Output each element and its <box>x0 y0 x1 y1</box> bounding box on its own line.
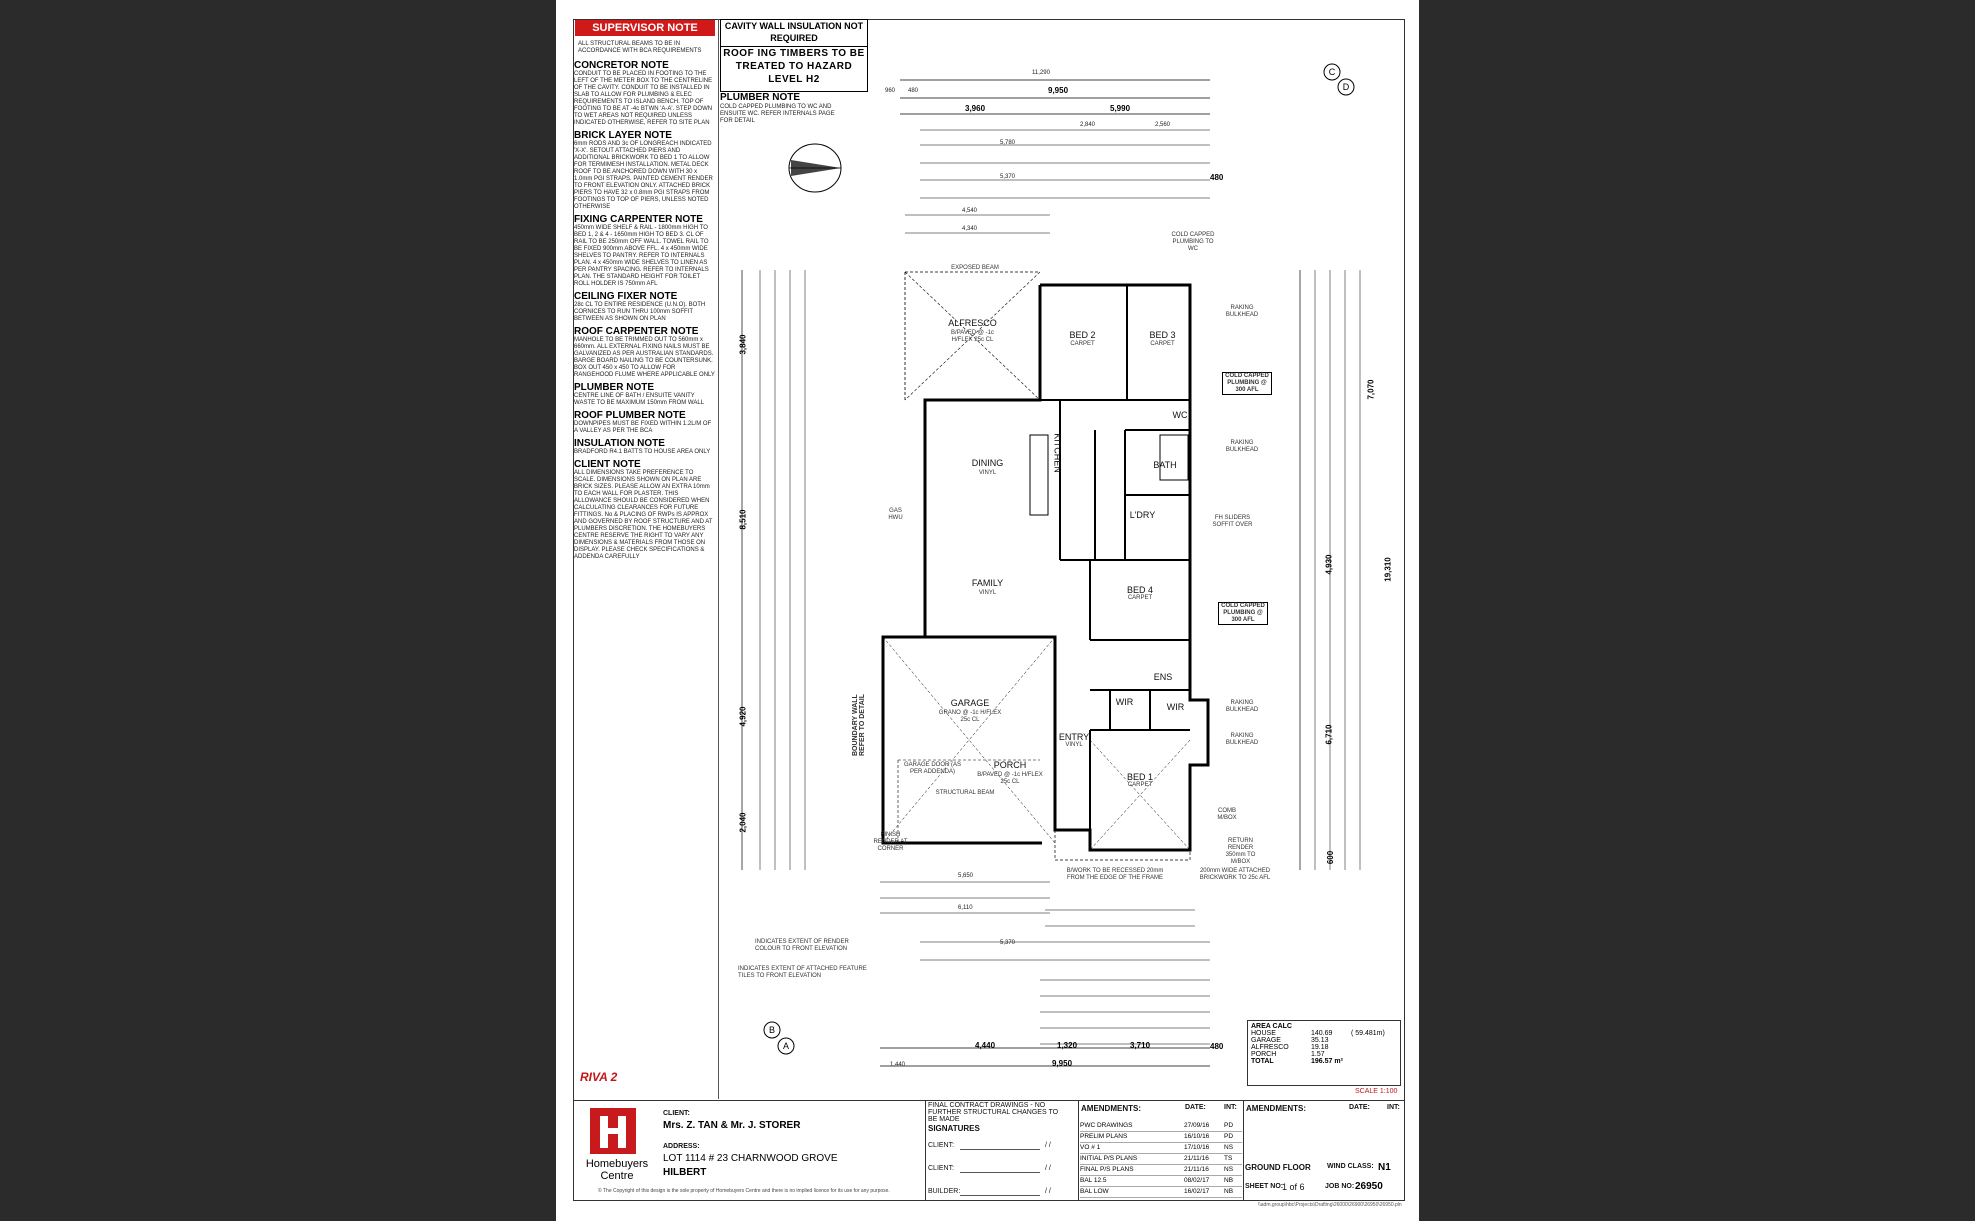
address-line-2: HILBERT <box>663 1167 707 1178</box>
amendment-row <box>1080 1176 1242 1187</box>
room-bed2-sub: CARPET <box>1070 341 1095 347</box>
amendment-int: PD <box>1224 1122 1234 1129</box>
amendment-desc: INITIAL P/S PLANS <box>1080 1155 1138 1162</box>
dim-left-a: 3,840 <box>738 334 748 355</box>
exposed-beam-label: EXPOSED BEAM <box>951 265 999 271</box>
dim-kitchen: 5,780 <box>1000 140 1016 146</box>
final-contract-note: FINAL CONTRACT DRAWINGS - NO FURTHER STRUCTURAL CHANGES TO BE MADE <box>928 1102 1059 1123</box>
note-text: CONDUIT TO BE PLACED IN FOOTING TO THE LEFT OF THE METER BOX TO THE CENTRELINE OF THE CAVITY. CONDUIT TO BE INSTALLED IN SLAB TO ALLOW FOR PLUMBING & ELEC REQUIREMENTS TO ISLAND BENCH. TOP OF FOOTING TO BE AT -4c BTWN 'A-A'. STEP DOWN TO WET AREAS NOT REQUIRED UNLESS INDICATED OTHERWISE, REFER TO SITE PLAN <box>574 71 713 126</box>
amendment-date: 08/02/17 <box>1184 1177 1210 1184</box>
note-title: ROOF PLUMBER NOTE <box>574 410 686 421</box>
note-title: FIXING CARPENTER NOTE <box>574 214 703 225</box>
dim-bottom-3710: 3,710 <box>1130 1041 1151 1050</box>
company-name: Homebuyers Centre <box>585 1158 649 1182</box>
amendment-int: NS <box>1224 1166 1234 1173</box>
note-text: ALL DIMENSIONS TAKE PREFERENCE TO SCALE. DIMENSIONS SHOWN ON PLAN ARE BRICK SIZES. PLEASE ALLOW AN EXTRA 10mm TO EACH WALL FOR PLASTER. THIS ALLOWANCE SHOULD BE CONSIDERED WHEN CALCULATING CLEARANCES FOR FUTURE FITTINGS. No & PLACING OF RWPs IS APPROX AND GOVERNED BY ROOF STRUCTURE AND AT PLUMBERS DISCRETION. THE HOMEBUYERS CENTRE RESERVE THE RIGHT TO VARY ANY DIMENSIONS & MATERIALS FROM THOSE ON DISPLAY. PLEASE CHECK SPECIFICATIONS & ADDENDA CAREFULLY <box>574 470 713 560</box>
note-text: 28c CL TO ENTIRE RESIDENCE (U.N.O). BOTH CORNICES TO RUN THRU 100mm SOFFIT BETWEEN AS SHOWN ON PLAN <box>574 302 706 322</box>
note-title: CEILING FIXER NOTE <box>574 291 678 302</box>
dim-overall-top: 11,290 <box>1032 70 1050 76</box>
amend-date-header: DATE: <box>1185 1104 1206 1111</box>
address-line-1: LOT 1114 # 23 CHARNWOOD GROVE <box>663 1153 838 1164</box>
job-value: 26950 <box>1355 1181 1383 1192</box>
elevation-marker-ba-icon <box>760 1016 805 1061</box>
dim-top-480: 480 <box>908 88 919 94</box>
area-value: 140.69 <box>1311 1030 1333 1037</box>
room-garage: GARAGE <box>950 698 990 708</box>
dim-bottom-overall: 9,950 <box>1052 1059 1073 1068</box>
floor-label: GROUND FLOOR <box>1245 1163 1311 1172</box>
amendment-desc: BAL LOW <box>1080 1188 1109 1195</box>
garage-door-label: GARAGE DOOR (AS PER ADDENDA) <box>903 762 961 775</box>
return-render-label: RETURN RENDER 350mm TO M/BOX <box>1225 838 1256 865</box>
room-family: FAMILY <box>971 578 1004 588</box>
amendment-date: 16/10/16 <box>1184 1133 1210 1140</box>
room-kitchen: KITCHEN <box>1052 433 1063 473</box>
dim-right-480: 480 <box>1210 173 1224 182</box>
amendment-date: 16/02/17 <box>1184 1188 1210 1195</box>
dim-alfresco-1: 4,540 <box>962 208 978 214</box>
dim-bed3-width: 2,560 <box>1155 122 1171 128</box>
dim-right-b: 19,310 <box>1383 557 1393 582</box>
amendment-int: PD <box>1224 1133 1234 1140</box>
marker-d: D <box>1342 82 1350 92</box>
sig-line-client-1[interactable] <box>960 1149 1040 1150</box>
dim-bottom-4440: 4,440 <box>975 1041 996 1050</box>
amendment-row <box>1080 1187 1242 1198</box>
supervisor-note-title: SUPERVISOR NOTE <box>575 20 715 36</box>
cold-capped-note-1: COLD CAPPED PLUMBING @ 300 AFL <box>1222 372 1272 395</box>
roofing-note: ROOF ING TIMBERS TO BE TREATED TO HAZARD LEVEL H2 <box>720 46 868 92</box>
indicates-tiles-label: INDICATES EXTENT OF ATTACHED FEATURE TILES TO FRONT ELEVATION <box>738 966 867 979</box>
room-wir-2: WIR <box>1166 702 1185 712</box>
note-title: CLIENT NOTE <box>574 459 641 470</box>
copyright-text: © The Copyright of this design is the sole property of Homebuyers Centre and there is no implied licence for its use for any purpose. <box>598 1188 890 1194</box>
sig-client-1: CLIENT: <box>928 1142 955 1149</box>
dim-family-top: 5,370 <box>1000 174 1016 180</box>
sig-client-2: CLIENT: <box>928 1165 955 1172</box>
raking-bulkhead-3: RAKING BULKHEAD <box>1225 700 1259 713</box>
dim-right-e: 600 <box>1326 850 1336 865</box>
dim-garage-2: 6,110 <box>958 905 973 911</box>
marker-a: A <box>782 1041 790 1051</box>
cold-capped-note-2: COLD CAPPED PLUMBING @ 300 AFL <box>1218 602 1268 625</box>
note-text: 6mm RODS AND 3c OF LONGREACH INDICATED 'X-X'. SETOUT ATTACHED PIERS AND ADDITIONAL BRICKWORK TO BED 1 TO ALLOW FOR TERMIMESH INSTALLATION. METAL DECK ROOF TO BE ANCHORED DOWN WITH 30 x 1.0mm PGI STRAPS. PAINTED CEMENT RENDER TO FRONT ELEVATION ONLY. ATTACHED BRICK PIERS TO HAVE 32 x 0.8mm PGI STRAPS FROM FOOTINGS TO TOP OF PIERS, UNLESS NOTED OTHERWISE <box>574 141 713 210</box>
sig-line-builder[interactable] <box>960 1195 1040 1196</box>
dim-bottom-1320: 1,320 <box>1057 1041 1078 1050</box>
gas-hwu-label: GAS HWU <box>888 508 903 521</box>
amendment-row <box>1080 1143 1242 1154</box>
amendment-desc: PWC DRAWINGS <box>1080 1122 1133 1129</box>
marker-b: B <box>768 1025 776 1035</box>
amendment-date: 27/09/16 <box>1184 1122 1210 1129</box>
room-bed4-sub: CARPET <box>1127 595 1153 601</box>
room-porch-sub: B/PAVED @ -1c H/FLEX 25c CL <box>977 772 1043 785</box>
area-row <box>1251 1051 1397 1058</box>
dim-left-d: 2,040 <box>738 812 748 833</box>
dim-bottom-480: 480 <box>1210 1042 1224 1051</box>
note-text: MANHOLE TO BE TRIMMED OUT TO 560mm x 660mm. ALL EXTERNAL FIXING NAILS MUST BE GALVANIZED AS PER AUSTRALIAN STANDARDS. BARGE BOARD NAILING TO BE COUNTERSUNK. BOX OUT 450 x 450 TO ALLOW FOR RANGEHOOD FLUME WHERE APPLICABLE ONLY <box>574 337 715 378</box>
client-label: CLIENT: <box>663 1110 690 1117</box>
supervisor-note-text: ALL STRUCTURAL BEAMS TO BE IN ACCORDANCE WITH BCA REQUIREMENTS <box>578 41 702 54</box>
elevation-marker-cd-icon <box>1318 60 1363 105</box>
sig-builder: BUILDER: <box>928 1188 961 1195</box>
cold-capped-wc-label: COLD CAPPED PLUMBING TO WC <box>1171 232 1215 252</box>
amendments-rows <box>1080 1121 1242 1198</box>
dim-right-c: 4,930 <box>1324 554 1334 575</box>
area-row <box>1251 1030 1397 1037</box>
room-bed3-sub: CARPET <box>1150 341 1175 347</box>
area-total-value: 196.57 m² <box>1311 1058 1343 1065</box>
room-bed4: BED 4 <box>1126 585 1153 595</box>
amendment-int: NS <box>1224 1144 1234 1151</box>
dim-alfresco-2: 4,340 <box>962 226 978 232</box>
sig-date-1: / / <box>1045 1142 1051 1149</box>
amendments-title-2: AMENDMENTS: <box>1246 1104 1306 1113</box>
file-path: \\adm.group\hbc\Projects\Drafting\26000\26900\26950\26950.pln <box>1258 1202 1402 1208</box>
amendment-date: 21/11/16 <box>1184 1155 1209 1162</box>
bwork-attached-label: 200mm WIDE ATTACHED BRICKWORK TO 25c AFL <box>1199 868 1271 881</box>
dim-right-d: 6,710 <box>1324 724 1334 745</box>
dim-left-c: 4,920 <box>738 706 748 727</box>
room-family-sub: VINYL <box>978 590 997 596</box>
wind-class-value: N1 <box>1378 1162 1391 1173</box>
note-text: 450mm WIDE SHELF & RAIL - 1800mm HIGH TO BED 1, 2 & 4 - 1650mm HIGH TO BED 3. CL OF RAIL TO BE 250mm OFF WALL. TOWEL RAIL TO BE FIXED 900mm ABOVE FFL. 4 x 450mm WIDE SHELVES TO PANTRY. REFER TO INTERNALS PLAN. 4 x 450mm WIDE SHELVES TO LINEN AS PER PANTRY SPACING. REFER TO INTERNALS PLAN. THE STANDARD HEIGHT FOR TOILET ROLL HOLDER IS 750mm AFL <box>574 225 709 287</box>
dim-top-3960: 3,960 <box>965 104 986 113</box>
structural-beam-label: STRUCTURAL BEAM <box>935 790 995 796</box>
amend-int-header-2: INT: <box>1387 1104 1400 1111</box>
room-ldry: L'DRY <box>1129 510 1156 520</box>
finish-render-label: FINISH RENDER AT CORNER <box>873 832 908 852</box>
signatures-title: SIGNATURES <box>928 1124 980 1133</box>
area-row <box>1251 1044 1397 1051</box>
room-dining-sub: VINYL <box>978 470 997 476</box>
fh-sliders-label: FH SLIDERS SOFFIT OVER <box>1212 515 1253 528</box>
note-text: BRADFORD R4.1 BATTS TO HOUSE AREA ONLY <box>574 449 711 455</box>
note-text: CENTRE LINE OF BATH / ENSUITE VANITY WASTE TO BE MAXIMUM 150mm FROM WALL <box>574 393 705 406</box>
amendment-row <box>1080 1154 1242 1165</box>
area-calc-table <box>1247 1020 1401 1086</box>
area-label: PORCH <box>1251 1051 1277 1058</box>
room-bed2: BED 2 <box>1069 330 1096 340</box>
amendment-int: NB <box>1224 1177 1234 1184</box>
amendment-int: NB <box>1224 1188 1234 1195</box>
raking-bulkhead-4: RAKING BULKHEAD <box>1225 733 1259 746</box>
area-value: 35.13 <box>1311 1037 1329 1044</box>
amendment-row <box>1080 1165 1242 1176</box>
note-title: BRICK LAYER NOTE <box>574 130 672 141</box>
room-wc: WC <box>1172 410 1188 420</box>
model-name: RIVA 2 <box>580 1070 618 1084</box>
room-bed1-sub: CARPET <box>1127 782 1153 788</box>
cavity-note: CAVITY WALL INSULATION NOT REQUIRED <box>720 19 868 53</box>
room-bed1: BED 1 <box>1126 772 1153 782</box>
note-text: DOWNPIPES MUST BE FIXED WITHIN 1.2L/M OF A VALLEY AS PER THE BCA <box>574 421 712 434</box>
dim-top-5990: 5,990 <box>1110 104 1131 113</box>
raking-bulkhead-2: RAKING BULKHEAD <box>1225 440 1259 453</box>
amendment-desc: FINAL P/S PLANS <box>1080 1166 1134 1173</box>
sheet-label: SHEET NO: <box>1245 1183 1284 1190</box>
boundary-wall-label: BOUNDARY WALL REFER TO DETAIL <box>852 694 866 756</box>
amendment-desc: VO # 1 <box>1080 1144 1101 1151</box>
dim-bottom-1440: 1,440 <box>890 1062 906 1068</box>
sheet-value: 1 of 6 <box>1282 1182 1305 1192</box>
dim-top-9950: 9,950 <box>1048 86 1069 95</box>
dim-top-960: 960 <box>885 88 896 94</box>
room-dining: DINING <box>971 458 1004 468</box>
amendment-desc: PRELIM PLANS <box>1080 1133 1128 1140</box>
plumber-note-title: PLUMBER NOTE <box>720 92 800 103</box>
scale-label: SCALE 1:100 <box>1355 1088 1398 1095</box>
room-garage-sub: GRANO @ -1c H/FLEX 25c CL <box>938 710 1002 723</box>
note-title: INSULATION NOTE <box>574 438 665 449</box>
address-label: ADDRESS: <box>663 1143 700 1150</box>
area-extra: ( 59.481m) <box>1351 1030 1385 1037</box>
area-calc-title: AREA CALC <box>1251 1023 1292 1030</box>
note-title: CONCRETOR NOTE <box>574 60 669 71</box>
room-bed3: BED 3 <box>1149 330 1176 340</box>
dim-family-bottom: 5,370 <box>1000 940 1016 946</box>
client-name: Mrs. Z. TAN & Mr. J. STORER <box>663 1120 801 1131</box>
dim-right-a: 7,070 <box>1366 379 1376 400</box>
homebuyers-logo-icon <box>590 1108 636 1154</box>
dim-left-b: 8,510 <box>738 509 748 530</box>
area-value: 1.57 <box>1311 1051 1325 1058</box>
area-label: ALFRESCO <box>1251 1044 1289 1051</box>
raking-bulkhead-1: RAKING BULKHEAD <box>1225 305 1259 318</box>
amend-date-header-2: DATE: <box>1349 1104 1370 1111</box>
amend-int-header: INT: <box>1224 1104 1237 1111</box>
amendment-desc: BAL 12.5 <box>1080 1177 1107 1184</box>
room-wir-1: WIR <box>1115 697 1134 707</box>
note-title: ROOF CARPENTER NOTE <box>574 326 699 337</box>
wind-class-label: WIND CLASS: <box>1327 1163 1374 1170</box>
note-title: PLUMBER NOTE <box>574 382 654 393</box>
marker-c: C <box>1328 67 1336 77</box>
area-label: HOUSE <box>1251 1030 1276 1037</box>
area-label: GARAGE <box>1251 1037 1281 1044</box>
room-entry-sub: VINYL <box>1065 742 1083 748</box>
area-total-label: TOTAL <box>1251 1058 1274 1065</box>
sig-date-3: / / <box>1045 1188 1051 1195</box>
room-entry: ENTRY <box>1058 732 1090 742</box>
amendment-date: 17/10/16 <box>1184 1144 1210 1151</box>
room-alfresco: ALFRESCO <box>948 318 997 328</box>
sig-date-2: / / <box>1045 1165 1051 1172</box>
room-ens: ENS <box>1153 672 1173 682</box>
amendment-date: 21/11/16 <box>1184 1166 1209 1173</box>
area-value: 19.18 <box>1311 1044 1329 1051</box>
area-row <box>1251 1037 1397 1044</box>
dim-garage-1: 5,650 <box>958 873 974 879</box>
bwork-recessed-label: B/WORK TO BE RECESSED 20mm FROM THE EDGE OF THE FRAME <box>1066 868 1164 881</box>
sig-line-client-2[interactable] <box>960 1172 1040 1173</box>
room-porch: PORCH <box>993 760 1027 770</box>
amendment-row <box>1080 1132 1242 1143</box>
job-label: JOB NO: <box>1325 1183 1355 1190</box>
amendment-int: TS <box>1224 1155 1233 1162</box>
dim-bed2-width: 2,840 <box>1080 122 1096 128</box>
plumber-note-text: COLD CAPPED PLUMBING TO WC AND ENSUITE WC. REFER INTERNALS PAGE FOR DETAIL <box>720 104 835 124</box>
indicates-render-label: INDICATES EXTENT OF RENDER COLOUR TO FRONT ELEVATION <box>755 939 849 952</box>
amendments-title: AMENDMENTS: <box>1081 1104 1141 1113</box>
room-alfresco-sub: B/PAVED @ -1c H/FLEX 25c CL <box>951 330 994 343</box>
comb-mbox-label: COMB M/BOX <box>1217 808 1237 821</box>
room-bath: BATH <box>1153 460 1177 470</box>
amendment-row <box>1080 1121 1242 1132</box>
